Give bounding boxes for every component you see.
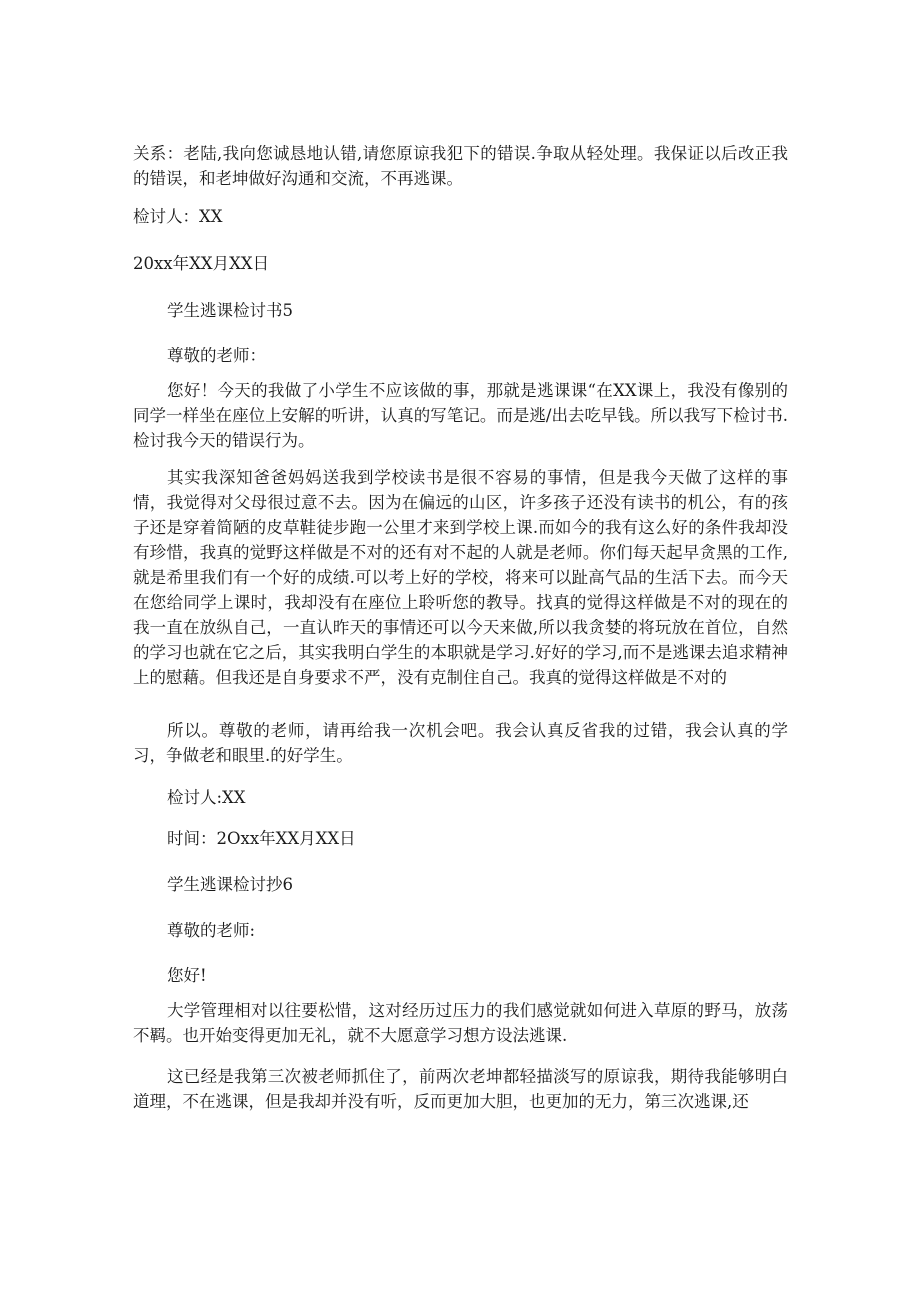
- body-paragraph: 这已经是我第三次被老师抓住了，前两次老坤都轻描淡写的原谅我，期待我能够明白道理，不在逃课，但是我却并没有听，反而更加大胆，也更加的无力，第三次逃课,还: [133, 1067, 788, 1111]
- greeting: 尊敬的老师：: [167, 346, 266, 365]
- section-title: 学生逃课检讨抄6: [167, 875, 293, 894]
- signature-line: 检讨人:XX: [167, 788, 246, 807]
- body-paragraph: 其实我深知爸爸妈妈送我到学校读书是很不容易的事情，但是我今天做了这样的事情，我觉得对父母很过意不去。因为在偏远的山区，许多孩子还没有读书的机公，有的孩子还是穿着简陋的皮草鞋徒步跑一公里才来到学校上课.而如今的我有这么好的条件我却没有珍惜，我真的觉野这样做是不对的还有对不起的人就是老师。你们每天起早贪黑的工作,就是希里我们有一个好的成绩.可以考上好的学校，将来可以趾高气品的生活下去。而今天在您给同学上课时，我却没有在座位上聆听您的教导。找真的觉得这样做是不对的现在的我一直在放纵自己，一直认昨天的事情还可以今天来做,所以我贪婪的将玩放在首位，自然的学习也就在它之后，其实我明白学生的本职就是学习.好好的学习,而不是逃课去追求精神上的慰藉。但我还是自身要求不严，没有克制住自己。我真的觉得这样做是不对的: [133, 468, 788, 687]
- closing-paragraph: 关系：老陆,我向您诚恳地认错,请您原谅我犯下的错误.争取从轻处理。我保证以后改正我的错误，和老坤做好沟通和交流，不再逃课。: [133, 144, 788, 188]
- body-paragraph: 所以。尊敬的老师，请再给我一次机会吧。我会认真反省我的过错，我会认真的学习，争做老和眼里.的好学生。: [133, 721, 788, 765]
- section-title: 学生逃课检讨书5: [167, 301, 293, 320]
- date-line: 20xx年XX月XX日: [133, 254, 270, 273]
- greeting: 尊敬的老师:: [167, 921, 256, 940]
- body-paragraph: 大学管理相对以往要松惜，这对经历过压力的我们感觉就如何进入草原的野马，放荡不羁。也开始变得更加无礼，就不大愿意学习想方设法逃课.: [133, 1001, 788, 1045]
- body-paragraph: 您好！今天的我做了小学生不应该做的事，那就是逃课课“在XX课上，我没有像别的同学一样坐在座位上安解的听讲，认真的写笔记。而是逃/出去吃早钱。所以我写下检讨书.检讨我今天的错误行为。: [133, 381, 788, 450]
- greeting: 您好!: [167, 966, 207, 985]
- signature-line: 检讨人：XX: [133, 207, 223, 226]
- date-line: 时间：2Oxx年XX月XX日: [167, 829, 356, 848]
